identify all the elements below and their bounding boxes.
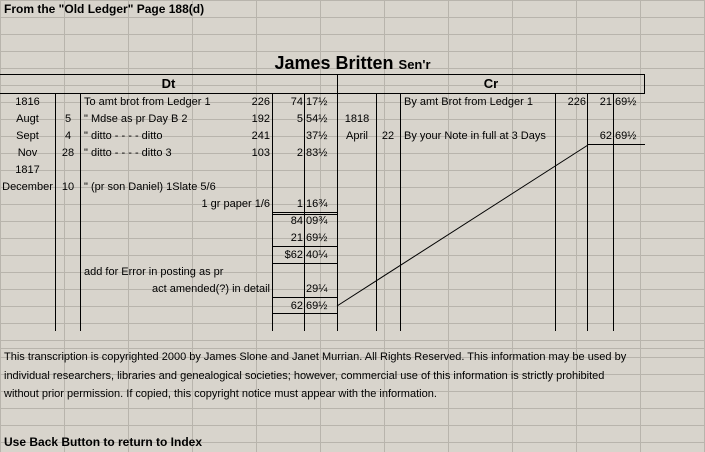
- debit-row-dollars: 62: [290, 300, 303, 312]
- debit-row-desc: To amt brot from Ledger 1: [84, 96, 211, 108]
- debit-row-cents: 83½: [306, 147, 328, 159]
- debit-row-cents: 37½: [306, 130, 328, 142]
- credit-row-day: 22: [381, 130, 395, 142]
- account-name: James Britten: [274, 53, 394, 73]
- page-header: From the "Old Ledger" Page 188(d): [4, 2, 205, 16]
- debit-row-desc: " ditto - - - - ditto 3: [84, 147, 172, 159]
- debit-column-header: Dt: [161, 76, 176, 91]
- debit-row-cents: 29¼: [306, 283, 328, 295]
- debit-row-desc: " Mdse as pr Day B 2: [84, 113, 188, 125]
- credit-row-cents: 69½: [615, 130, 637, 142]
- debit-row-day: 4: [64, 130, 72, 142]
- debit-row-cents: 54½: [306, 113, 328, 125]
- account-name-suffix: Sen'r: [398, 57, 431, 72]
- debit-row-date: 1817: [15, 164, 40, 176]
- credit-column-header: Cr: [483, 76, 499, 91]
- debit-row-dollars: 84: [290, 215, 303, 227]
- credit-row-date: 1818: [344, 113, 370, 125]
- debit-row-dollars: $62: [284, 249, 303, 261]
- debit-row-dollars: 5: [296, 113, 303, 125]
- debit-row-day: 10: [61, 181, 75, 193]
- credit-row-cents: 69½: [615, 96, 637, 108]
- debit-row-desc: act amended(?) in detail: [151, 283, 270, 295]
- credit-row-ref: 226: [567, 96, 586, 108]
- debit-row-date: Nov: [17, 147, 38, 159]
- debit-row-cents: 69½: [306, 232, 328, 244]
- debit-row-date: December: [2, 181, 53, 193]
- debit-row-day: 5: [64, 113, 72, 125]
- credit-row-dollars: 21: [599, 96, 612, 108]
- debit-row-desc: add for Error in posting as pr: [84, 266, 224, 278]
- credit-row-date: April: [345, 130, 368, 142]
- credit-row-desc: By amt Brot from Ledger 1: [404, 96, 533, 108]
- copyright-notice: This transcription is copyrighted 2000 by James Slone and Janet Murrian. All Rights Reserved. This information may be used by individual researchers, libraries and genealogical societies; however, commercial use of this information is strictly prohibited without prior permission. If copied, this copyright notice must appear with the information.: [4, 351, 627, 400]
- debit-row-dollars: 1: [296, 198, 303, 210]
- debit-row-desc: 1 gr paper 1/6: [201, 198, 270, 210]
- debit-row-date: Augt: [16, 113, 39, 125]
- debit-row-cents: 40¼: [306, 249, 328, 261]
- debit-row-ref: 192: [251, 113, 270, 125]
- back-link[interactable]: Use Back Button to return to Index: [4, 435, 203, 449]
- debit-row-dollars: 21: [290, 232, 303, 244]
- debit-row-dollars: 2: [296, 147, 303, 159]
- credit-row-dollars: 62: [599, 130, 612, 142]
- debit-row-cents: 16¾: [306, 198, 328, 210]
- debit-row-ref: 226: [251, 96, 270, 108]
- debit-row-dollars: 74: [290, 96, 303, 108]
- debit-row-cents: 17½: [306, 96, 328, 108]
- debit-row-ref: 103: [251, 147, 270, 159]
- debit-row-desc: " ditto - - - - ditto: [84, 130, 163, 142]
- debit-row-cents: 09¾: [306, 215, 328, 227]
- debit-row-ref: 241: [251, 130, 270, 142]
- credit-row-desc: By your Note in full at 3 Days: [404, 130, 546, 142]
- debit-row-date: 1816: [15, 96, 40, 108]
- debit-row-desc: " (pr son Daniel) 1Slate 5/6: [84, 181, 216, 193]
- debit-row-day: 28: [61, 147, 75, 159]
- debit-row-date: Sept: [16, 130, 39, 142]
- debit-row-cents: 69½: [306, 300, 328, 312]
